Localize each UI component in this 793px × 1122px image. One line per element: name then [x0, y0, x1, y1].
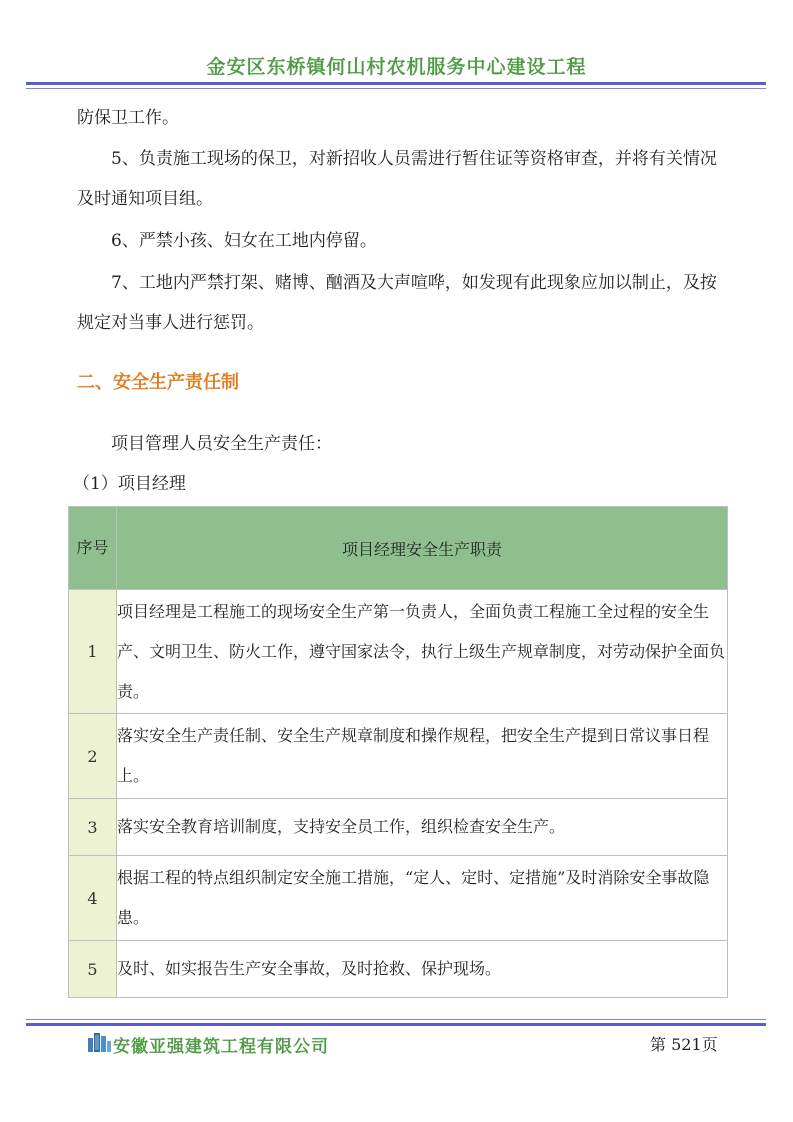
- table-row: [69, 714, 728, 799]
- section-heading: 二、安全生产责任制: [77, 372, 239, 393]
- table-row: [69, 590, 728, 714]
- row-no: 5: [69, 941, 117, 998]
- footer-company: 安徽亚强建筑工程有限公司: [113, 1037, 329, 1057]
- body-line-3: 6、严禁小孩、妇女在工地内停留。: [111, 231, 377, 251]
- row-text: 落实安全教育培训制度，支持安全员工作，组织检查安全生产。: [117, 799, 728, 856]
- header-title-cell: 项目经理安全生产职责: [117, 507, 728, 590]
- body-line-2: 5、负责施工现场的保卫，对新招收人员需进行暂住证等资格审查，并将有关情况及时通知项目组。: [77, 149, 717, 209]
- row-text: 落实安全生产责任制、安全生产规章制度和操作规程，把安全生产提到日常议事日程上。: [117, 714, 728, 799]
- subheading: （1）项目经理: [73, 474, 186, 494]
- table-row: [69, 856, 728, 941]
- row-text: 根据工程的特点组织制定安全施工措施，“定人、定时、定措施”及时消除安全事故隐患。: [117, 856, 728, 941]
- building-logo-icon: [86, 1030, 112, 1052]
- body-line-4: 7、工地内严禁打架、赌博、酗酒及大声喧哗，如发现有此现象应加以制止，及按规定对当事人进行惩罚。: [77, 273, 717, 333]
- footer-rule-thick: [26, 1023, 766, 1026]
- duty-table: [68, 506, 728, 998]
- header-title: 金安区东桥镇何山村农机服务中心建设工程: [206, 56, 587, 78]
- row-no: 1: [69, 590, 117, 714]
- header-no: 序号: [69, 507, 117, 590]
- row-text: 项目经理是工程施工的现场安全生产第一负责人，全面负责工程施工全过程的安全生产、文明卫生、防火工作，遵守国家法令，执行上级生产规章制度，对劳动保护全面负责。: [117, 590, 728, 714]
- page-number: 第 521页: [650, 1035, 718, 1054]
- header-rule-thin: [26, 88, 766, 89]
- row-no: 2: [69, 714, 117, 799]
- table-row: [69, 799, 728, 856]
- row-no: 3: [69, 799, 117, 856]
- header-rule-thick: [26, 82, 766, 85]
- table-header-row: [69, 507, 728, 590]
- body-line-1: 防保卫工作。: [77, 108, 179, 128]
- row-text: 及时、如实报告生产安全事故，及时抢救、保护现场。: [117, 941, 728, 998]
- intro-text: 项目管理人员安全生产责任：: [111, 434, 332, 454]
- row-no: 4: [69, 856, 117, 941]
- table-row: [69, 941, 728, 998]
- footer-rule-thin: [26, 1019, 766, 1020]
